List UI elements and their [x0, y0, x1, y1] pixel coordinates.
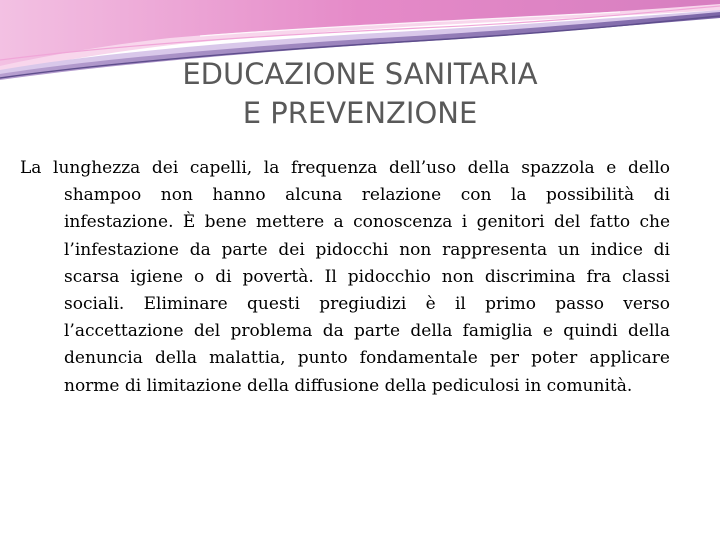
- slide-title-line-2: E PREVENZIONE: [242, 96, 478, 130]
- slide-title: [60, 55, 660, 133]
- slide-title-line-1: EDUCAZIONE SANITARIA: [182, 57, 538, 91]
- slide-body-paragraph: La lunghezza dei capelli, la frequenza dell’uso della spazzola e dello shampoo non hanno alcuna relazione con la possibilità di infestazione. È bene mettere a conoscenza i genitori del fatto che l’infestazione da parte dei pidocchi non rappresenta un indice di scarsa igiene o di povertà. Il pidocchio non discrimina fra classi sociali. Eliminare questi pregiudizi è il primo passo verso l’accettazione del problema da parte della famiglia e quindi della denuncia della malattia, punto fondamentale per poter applicare norme di limitazione della diffusione della pediculosi in comunità.: [20, 158, 670, 396]
